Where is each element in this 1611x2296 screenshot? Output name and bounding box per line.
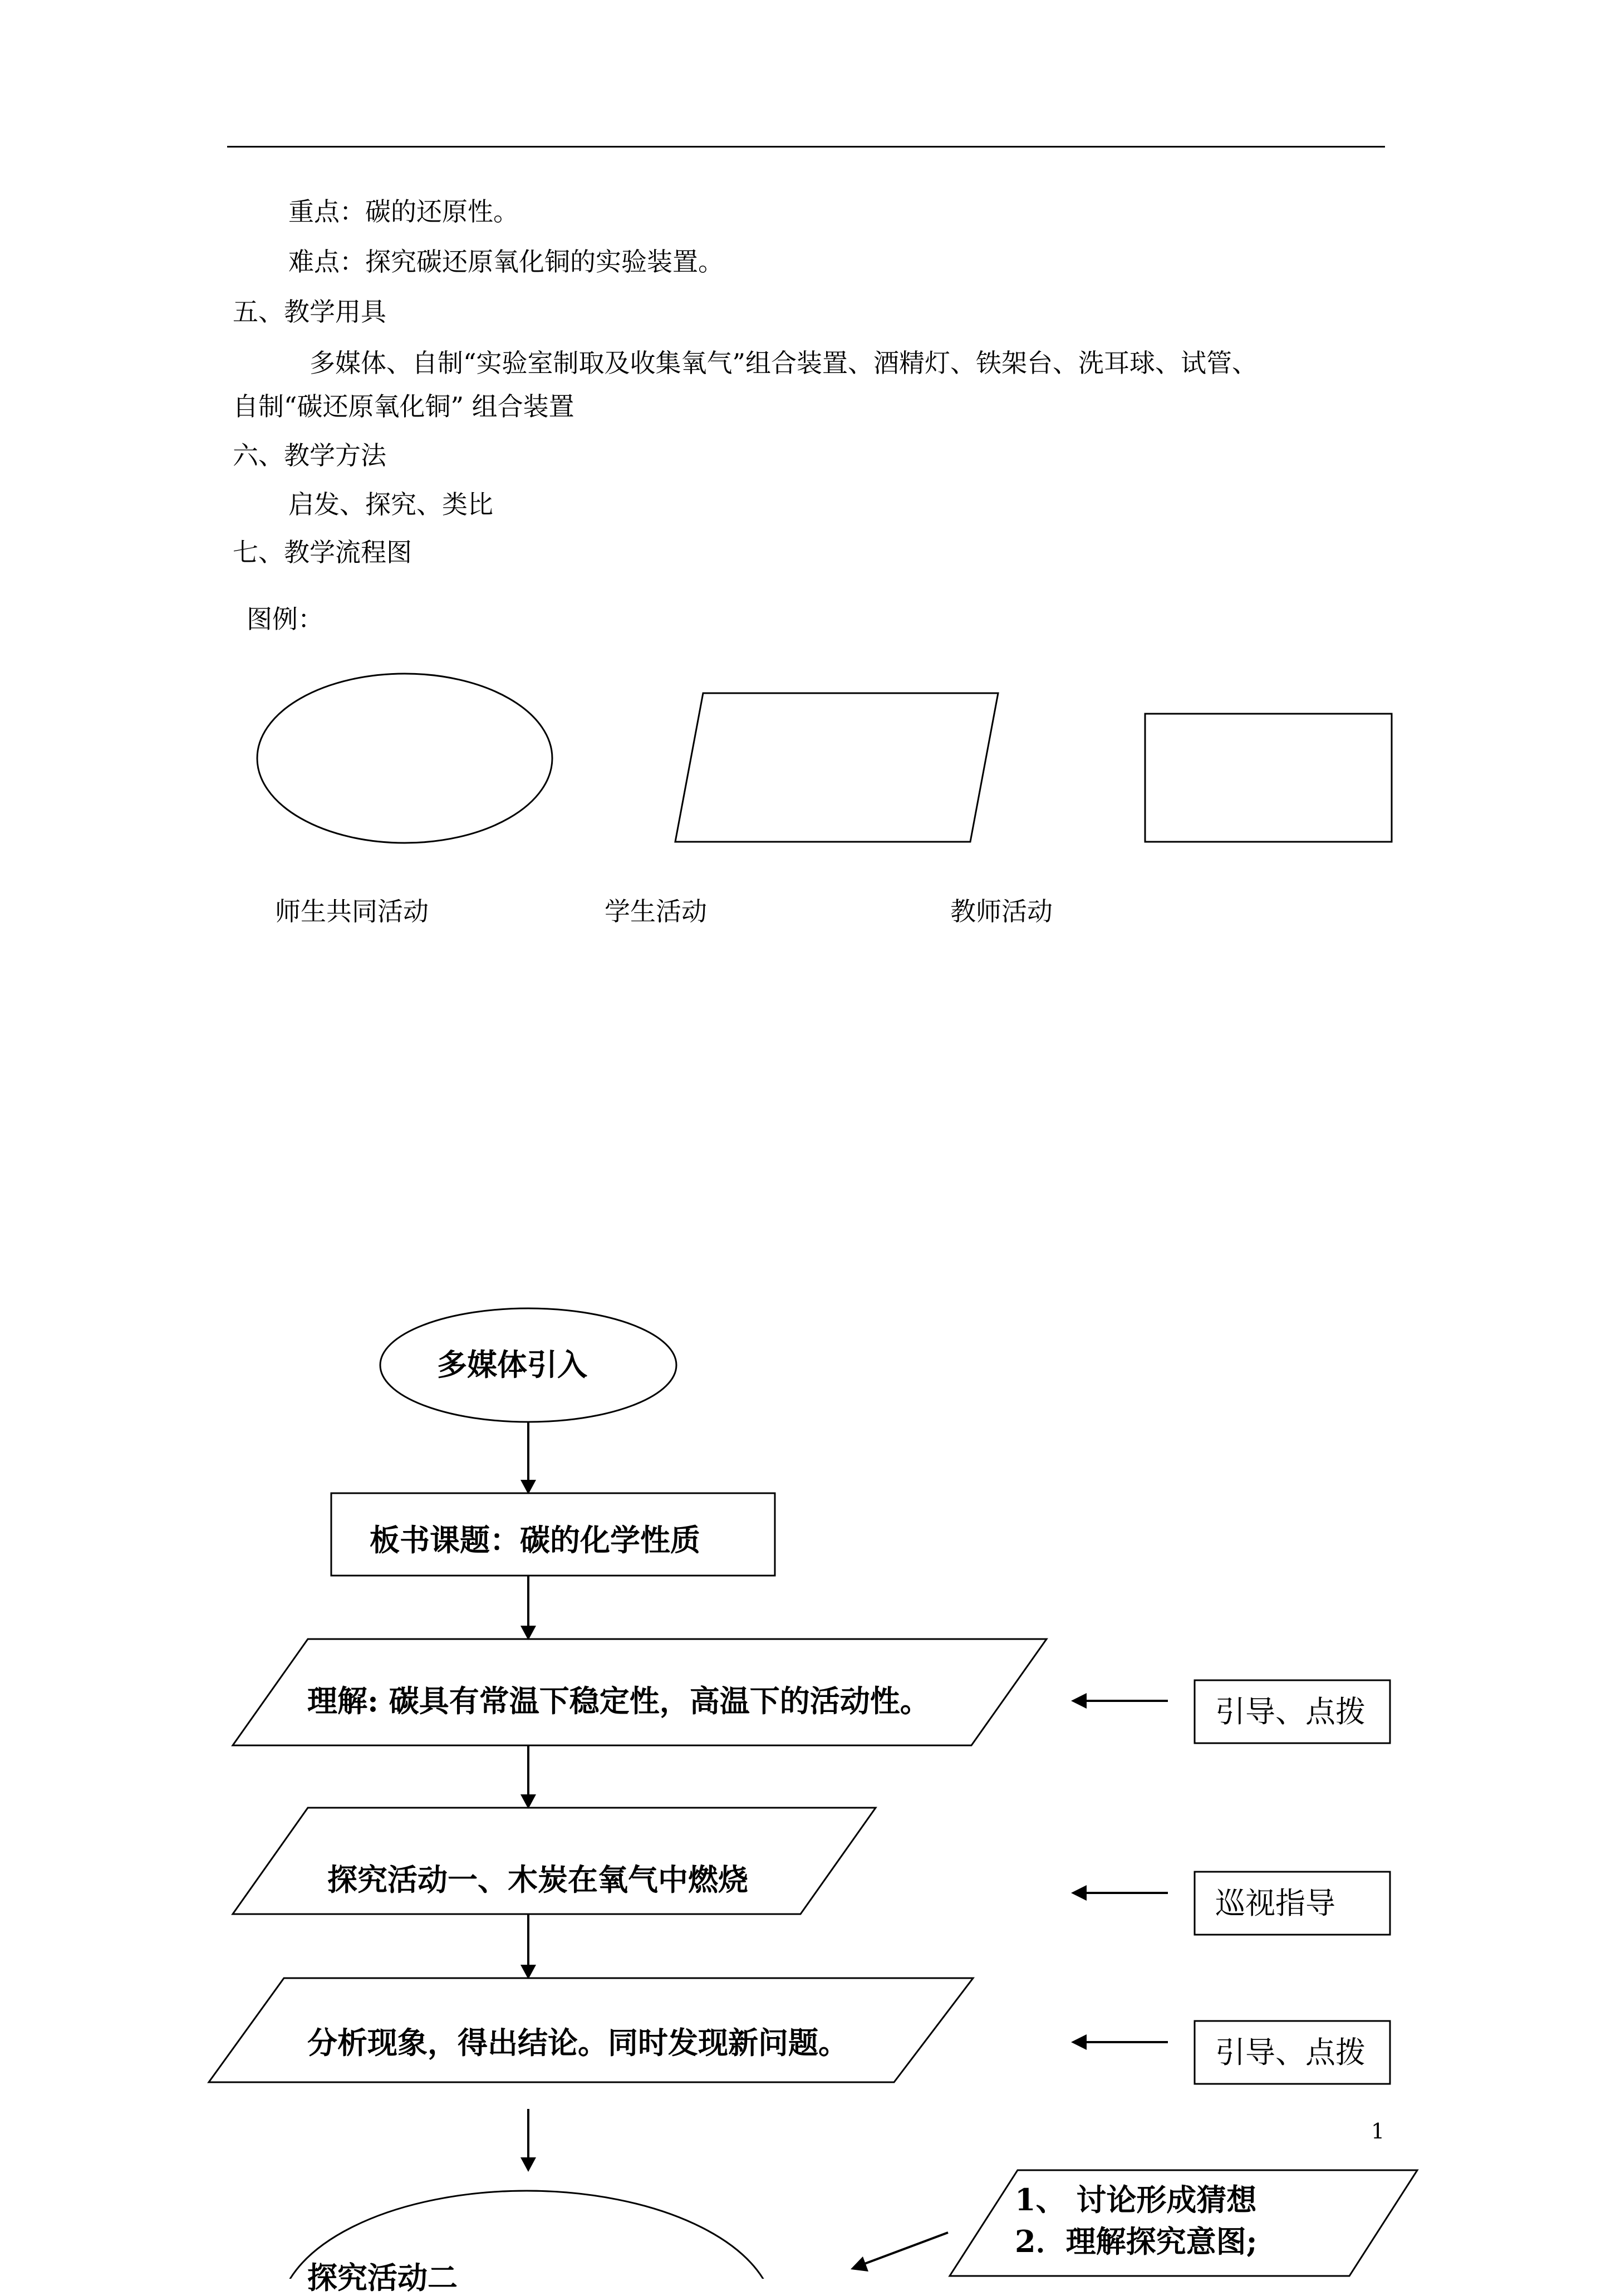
tools-heading: 五、教学用具 [233, 297, 386, 327]
key-point-line: 重点：碳的还原性。 [288, 197, 519, 227]
inquiry2-label: 探究活动二 [307, 2260, 458, 2295]
legend-label-joint-activity: 师生共同活动 [275, 896, 429, 926]
understand-label: 理解: 碳具有常温下稳定性，高温下的活动性。 [307, 1683, 930, 1719]
board-title-label: 板书课题：碳的化学性质 [370, 1522, 700, 1558]
legend-rectangle-shape [1145, 714, 1392, 842]
legend-label-teacher-activity: 教师活动 [950, 896, 1053, 926]
methods-heading: 六、教学方法 [233, 440, 386, 470]
inquiry1-label: 探究活动一、木炭在氧气中燃烧 [327, 1862, 748, 1897]
teacher-patrol-label: 巡视指导 [1215, 1886, 1335, 1921]
legend-parallelogram-shape [675, 693, 998, 842]
teacher-guide-label-1: 引导、点拨 [1215, 1694, 1366, 1729]
difficulty-line: 难点：探究碳还原氧化铜的实验装置。 [288, 247, 724, 277]
tools-text-line2: 自制“碳还原氧化铜” 组合装置 [233, 391, 574, 421]
discussion-label-line1: 1、 讨论形成猜想 [1015, 2182, 1257, 2217]
page-number: 1 [1371, 2119, 1385, 2143]
start-node-label: 多媒体引入 [437, 1347, 587, 1382]
tools-text-line1: 多媒体、自制“实验室制取及收集氧气”组合装置、酒精灯、铁架台、洗耳球、试管、 [310, 348, 1258, 378]
methods-text: 启发、探究、类比 [288, 489, 493, 519]
teacher-guide-label-2: 引导、点拨 [1215, 2035, 1366, 2070]
legend-title: 图例： [247, 604, 323, 634]
flow-heading: 七、教学流程图 [233, 537, 412, 567]
discussion-label-line2: 2．理解探究意图; [1015, 2224, 1258, 2259]
analysis-label: 分析现象，得出结论。同时发现新问题。 [307, 2025, 848, 2060]
legend-ellipse-shape [257, 674, 552, 843]
legend-label-student-activity: 学生活动 [605, 896, 707, 926]
